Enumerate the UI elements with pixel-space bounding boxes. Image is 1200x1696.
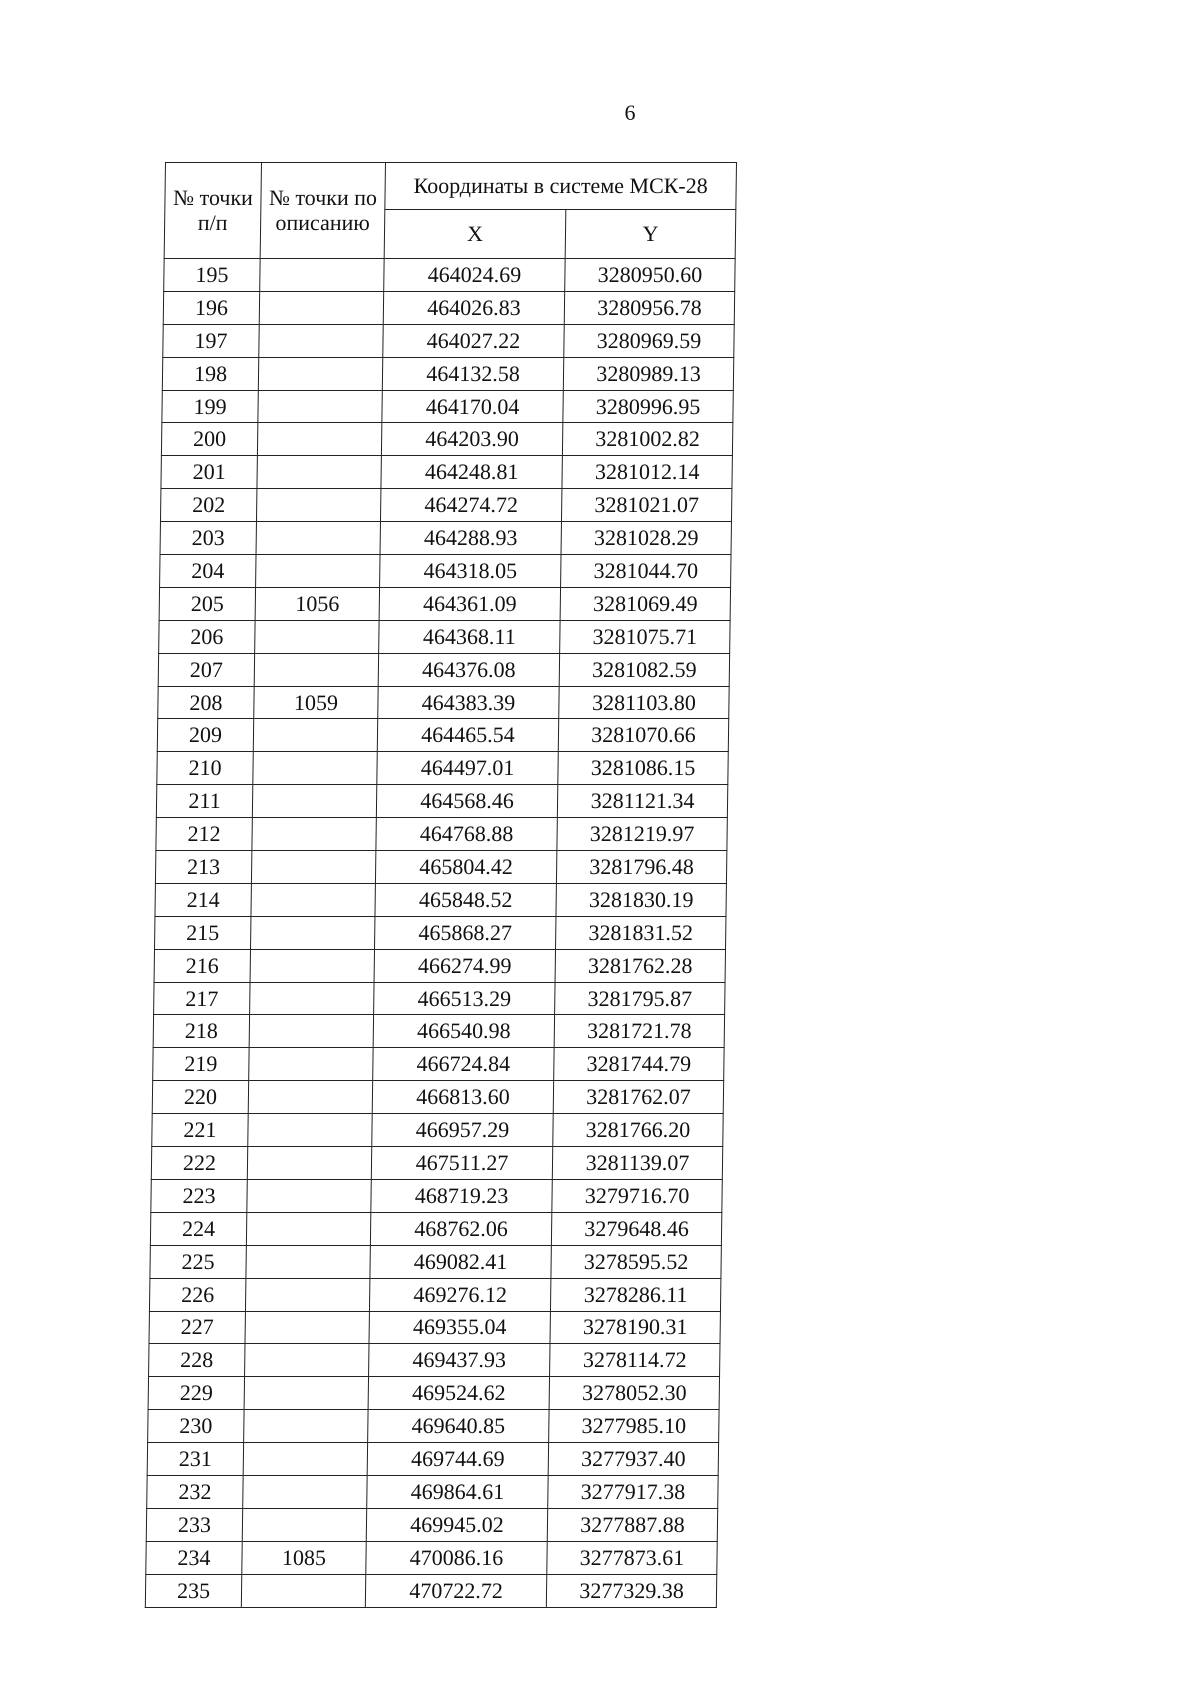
cell-point-number: 210 bbox=[157, 752, 253, 785]
cell-description-point bbox=[247, 1147, 371, 1180]
cell-y: 3278114.72 bbox=[550, 1344, 720, 1377]
cell-point-number: 206 bbox=[159, 620, 255, 653]
cell-description-point bbox=[251, 916, 375, 949]
cell-x: 465804.42 bbox=[375, 851, 556, 884]
table-row bbox=[149, 1278, 720, 1311]
table-row bbox=[146, 1508, 717, 1541]
header-point-number: № точки п/п bbox=[164, 163, 261, 259]
cell-y: 3281121.34 bbox=[557, 785, 727, 818]
cell-point-number: 201 bbox=[161, 456, 257, 489]
cell-point-number: 199 bbox=[162, 390, 258, 423]
table-row bbox=[150, 1245, 721, 1278]
cell-x: 464465.54 bbox=[377, 719, 558, 752]
cell-point-number: 195 bbox=[164, 259, 260, 292]
cell-description-point bbox=[259, 324, 383, 357]
cell-y: 3281721.78 bbox=[554, 1015, 724, 1048]
table-row bbox=[149, 1311, 720, 1344]
cell-x: 464318.05 bbox=[380, 555, 561, 588]
table-row bbox=[152, 1114, 723, 1147]
header-x: X bbox=[384, 210, 566, 259]
cell-y: 3278286.11 bbox=[550, 1278, 720, 1311]
table-body bbox=[145, 259, 735, 1608]
cell-x: 464248.81 bbox=[381, 456, 562, 489]
cell-y: 3277873.61 bbox=[547, 1541, 717, 1574]
cell-y: 3281012.14 bbox=[562, 456, 732, 489]
table-row bbox=[147, 1443, 718, 1476]
table-row bbox=[161, 423, 732, 456]
cell-point-number: 203 bbox=[160, 522, 256, 555]
cell-y: 3281766.20 bbox=[553, 1114, 723, 1147]
cell-point-number: 214 bbox=[155, 883, 251, 916]
cell-y: 3280989.13 bbox=[563, 357, 733, 390]
table-row bbox=[159, 587, 730, 620]
cell-y: 3281762.28 bbox=[555, 949, 725, 982]
cell-x: 470086.16 bbox=[366, 1541, 547, 1574]
page-number: 6 bbox=[624, 100, 636, 125]
cell-description-point bbox=[260, 259, 384, 292]
cell-x: 467511.27 bbox=[371, 1147, 552, 1180]
cell-description-point bbox=[245, 1344, 369, 1377]
cell-description-point bbox=[251, 883, 375, 916]
cell-description-point bbox=[242, 1508, 366, 1541]
cell-y: 3281139.07 bbox=[552, 1147, 722, 1180]
cell-point-number: 220 bbox=[152, 1081, 248, 1114]
cell-point-number: 232 bbox=[147, 1475, 243, 1508]
cell-description-point bbox=[253, 719, 377, 752]
cell-point-number: 204 bbox=[160, 555, 256, 588]
table-row bbox=[148, 1410, 719, 1443]
cell-point-number: 217 bbox=[154, 982, 250, 1015]
cell-y: 3281744.79 bbox=[554, 1048, 724, 1081]
table-row bbox=[150, 1212, 721, 1245]
cell-x: 466813.60 bbox=[372, 1081, 553, 1114]
cell-point-number: 230 bbox=[148, 1410, 244, 1443]
cell-description-point bbox=[250, 982, 374, 1015]
cell-y: 3281075.71 bbox=[560, 620, 730, 653]
cell-point-number: 222 bbox=[151, 1147, 247, 1180]
cell-y: 3277937.40 bbox=[548, 1443, 718, 1476]
cell-x: 464170.04 bbox=[382, 390, 563, 423]
table-row bbox=[146, 1541, 717, 1574]
cell-y: 3281762.07 bbox=[553, 1081, 723, 1114]
cell-point-number: 228 bbox=[149, 1344, 245, 1377]
cell-point-number: 226 bbox=[149, 1278, 245, 1311]
cell-point-number: 229 bbox=[148, 1377, 244, 1410]
cell-x: 465848.52 bbox=[375, 883, 556, 916]
cell-point-number: 212 bbox=[156, 818, 252, 851]
cell-x: 469082.41 bbox=[370, 1245, 551, 1278]
table-row bbox=[154, 949, 725, 982]
cell-description-point bbox=[254, 653, 378, 686]
cell-point-number: 225 bbox=[150, 1245, 246, 1278]
cell-description-point bbox=[252, 785, 376, 818]
cell-point-number: 216 bbox=[154, 949, 250, 982]
table-row bbox=[162, 390, 733, 423]
cell-description-point bbox=[243, 1443, 367, 1476]
table-row bbox=[155, 883, 726, 916]
cell-description-point bbox=[247, 1179, 371, 1212]
cell-point-number: 207 bbox=[158, 653, 254, 686]
cell-point-number: 196 bbox=[163, 291, 259, 324]
cell-point-number: 227 bbox=[149, 1311, 245, 1344]
cell-description-point bbox=[246, 1245, 370, 1278]
cell-y: 3281044.70 bbox=[561, 555, 731, 588]
cell-y: 3281830.19 bbox=[556, 883, 726, 916]
cell-x: 464497.01 bbox=[377, 752, 558, 785]
cell-description-point bbox=[251, 851, 375, 884]
cell-point-number: 224 bbox=[150, 1212, 246, 1245]
cell-description-point bbox=[241, 1574, 365, 1607]
cell-x: 464203.90 bbox=[381, 423, 562, 456]
cell-x: 469744.69 bbox=[367, 1443, 548, 1476]
cell-description-point bbox=[244, 1410, 368, 1443]
cell-y: 3279648.46 bbox=[551, 1212, 721, 1245]
cell-x: 464274.72 bbox=[380, 489, 561, 522]
cell-x: 466540.98 bbox=[373, 1015, 554, 1048]
cell-description-point bbox=[248, 1114, 372, 1147]
cell-point-number: 215 bbox=[155, 916, 251, 949]
cell-point-number: 221 bbox=[152, 1114, 248, 1147]
cell-description-point: 1059 bbox=[254, 686, 378, 719]
cell-description-point bbox=[256, 522, 380, 555]
cell-point-number: 209 bbox=[157, 719, 253, 752]
table-row bbox=[156, 818, 727, 851]
cell-point-number: 198 bbox=[162, 357, 258, 390]
cell-y: 3281219.97 bbox=[557, 818, 727, 851]
cell-x: 464568.46 bbox=[376, 785, 557, 818]
cell-point-number: 208 bbox=[158, 686, 254, 719]
table-row bbox=[160, 489, 731, 522]
cell-x: 469355.04 bbox=[369, 1311, 550, 1344]
cell-y: 3281021.07 bbox=[561, 489, 731, 522]
cell-y: 3280969.59 bbox=[564, 324, 734, 357]
cell-x: 464024.69 bbox=[384, 259, 565, 292]
cell-description-point bbox=[253, 752, 377, 785]
cell-x: 464768.88 bbox=[376, 818, 557, 851]
cell-point-number: 219 bbox=[153, 1048, 249, 1081]
cell-x: 469524.62 bbox=[368, 1377, 549, 1410]
cell-y: 3281796.48 bbox=[556, 851, 726, 884]
table-row bbox=[145, 1574, 716, 1607]
cell-y: 3281086.15 bbox=[558, 752, 728, 785]
cell-x: 464376.08 bbox=[378, 653, 559, 686]
table-row bbox=[147, 1475, 718, 1508]
cell-description-point bbox=[244, 1377, 368, 1410]
cell-description-point bbox=[256, 555, 380, 588]
cell-x: 468719.23 bbox=[371, 1179, 552, 1212]
cell-y: 3281069.49 bbox=[560, 587, 730, 620]
table-row bbox=[152, 1081, 723, 1114]
table-row bbox=[156, 785, 727, 818]
table-row bbox=[162, 357, 733, 390]
cell-x: 466957.29 bbox=[372, 1114, 553, 1147]
table-row bbox=[158, 686, 729, 719]
cell-x: 469640.85 bbox=[368, 1410, 549, 1443]
table-row bbox=[160, 522, 731, 555]
cell-description-point bbox=[258, 357, 382, 390]
cell-x: 469437.93 bbox=[369, 1344, 550, 1377]
cell-x: 464027.22 bbox=[383, 324, 564, 357]
cell-point-number: 233 bbox=[146, 1508, 242, 1541]
cell-x: 464132.58 bbox=[382, 357, 563, 390]
cell-y: 3278595.52 bbox=[551, 1245, 721, 1278]
cell-x: 466724.84 bbox=[373, 1048, 554, 1081]
cell-point-number: 197 bbox=[163, 324, 259, 357]
cell-y: 3281082.59 bbox=[559, 653, 729, 686]
header-y: Y bbox=[565, 210, 736, 259]
coordinates-table bbox=[145, 162, 737, 1608]
table-row bbox=[159, 620, 730, 653]
cell-description-point bbox=[250, 949, 374, 982]
cell-point-number: 213 bbox=[155, 851, 251, 884]
cell-description-point bbox=[259, 291, 383, 324]
cell-description-point bbox=[249, 1048, 373, 1081]
cell-x: 470722.72 bbox=[365, 1574, 546, 1607]
cell-x: 464368.11 bbox=[379, 620, 560, 653]
cell-description-point bbox=[243, 1475, 367, 1508]
table-row bbox=[164, 259, 735, 292]
cell-y: 3280956.78 bbox=[564, 291, 734, 324]
cell-y: 3277917.38 bbox=[548, 1475, 718, 1508]
table-row bbox=[160, 555, 731, 588]
cell-point-number: 211 bbox=[156, 785, 252, 818]
cell-x: 469945.02 bbox=[366, 1508, 547, 1541]
cell-x: 466513.29 bbox=[374, 982, 555, 1015]
cell-x: 465868.27 bbox=[375, 916, 556, 949]
header-coordinates-system: Координаты в системе МСК-28 bbox=[385, 163, 737, 210]
cell-description-point bbox=[245, 1311, 369, 1344]
table-row bbox=[158, 653, 729, 686]
table-row bbox=[161, 456, 732, 489]
cell-description-point bbox=[256, 489, 380, 522]
cell-y: 3281831.52 bbox=[556, 916, 726, 949]
table-row bbox=[163, 291, 734, 324]
cell-x: 469276.12 bbox=[369, 1278, 550, 1311]
cell-description-point bbox=[248, 1081, 372, 1114]
cell-y: 3279716.70 bbox=[552, 1179, 722, 1212]
cell-x: 469864.61 bbox=[367, 1475, 548, 1508]
table-row bbox=[163, 324, 734, 357]
cell-y: 3278190.31 bbox=[550, 1311, 720, 1344]
cell-x: 464383.39 bbox=[378, 686, 559, 719]
table-row bbox=[148, 1377, 719, 1410]
table-row bbox=[153, 1048, 724, 1081]
cell-point-number: 202 bbox=[160, 489, 256, 522]
cell-description-point bbox=[257, 423, 381, 456]
cell-point-number: 231 bbox=[147, 1443, 243, 1476]
table-row bbox=[149, 1344, 720, 1377]
table-row bbox=[155, 851, 726, 884]
cell-y: 3278052.30 bbox=[549, 1377, 719, 1410]
cell-description-point bbox=[258, 390, 382, 423]
cell-x: 464361.09 bbox=[379, 587, 560, 620]
cell-y: 3280950.60 bbox=[565, 259, 735, 292]
cell-y: 3281028.29 bbox=[561, 522, 731, 555]
table-row bbox=[151, 1179, 722, 1212]
cell-y: 3281795.87 bbox=[555, 982, 725, 1015]
cell-y: 3277329.38 bbox=[546, 1574, 716, 1607]
table-row bbox=[157, 752, 728, 785]
table-row bbox=[153, 1015, 724, 1048]
cell-point-number: 223 bbox=[151, 1179, 247, 1212]
cell-description-point: 1056 bbox=[255, 587, 379, 620]
cell-y: 3281103.80 bbox=[559, 686, 729, 719]
cell-y: 3281070.66 bbox=[558, 719, 728, 752]
header-description-point: № точки по описанию bbox=[260, 163, 385, 259]
cell-description-point bbox=[246, 1212, 370, 1245]
table-row bbox=[155, 916, 726, 949]
cell-description-point bbox=[245, 1278, 369, 1311]
cell-description-point: 1085 bbox=[242, 1541, 366, 1574]
table-row bbox=[154, 982, 725, 1015]
cell-y: 3277985.10 bbox=[549, 1410, 719, 1443]
table-row bbox=[157, 719, 728, 752]
cell-point-number: 218 bbox=[153, 1015, 249, 1048]
cell-y: 3280996.95 bbox=[563, 390, 733, 423]
cell-description-point bbox=[257, 456, 381, 489]
cell-x: 464288.93 bbox=[380, 522, 561, 555]
cell-point-number: 235 bbox=[145, 1574, 241, 1607]
cell-x: 468762.06 bbox=[370, 1212, 551, 1245]
cell-y: 3281002.82 bbox=[562, 423, 732, 456]
cell-description-point bbox=[249, 1015, 373, 1048]
cell-description-point bbox=[255, 620, 379, 653]
table-row bbox=[151, 1147, 722, 1180]
cell-description-point bbox=[252, 818, 376, 851]
cell-point-number: 234 bbox=[146, 1541, 242, 1574]
cell-point-number: 200 bbox=[161, 423, 257, 456]
cell-x: 464026.83 bbox=[383, 291, 564, 324]
cell-y: 3277887.88 bbox=[547, 1508, 717, 1541]
cell-point-number: 205 bbox=[159, 587, 255, 620]
cell-x: 466274.99 bbox=[374, 949, 555, 982]
